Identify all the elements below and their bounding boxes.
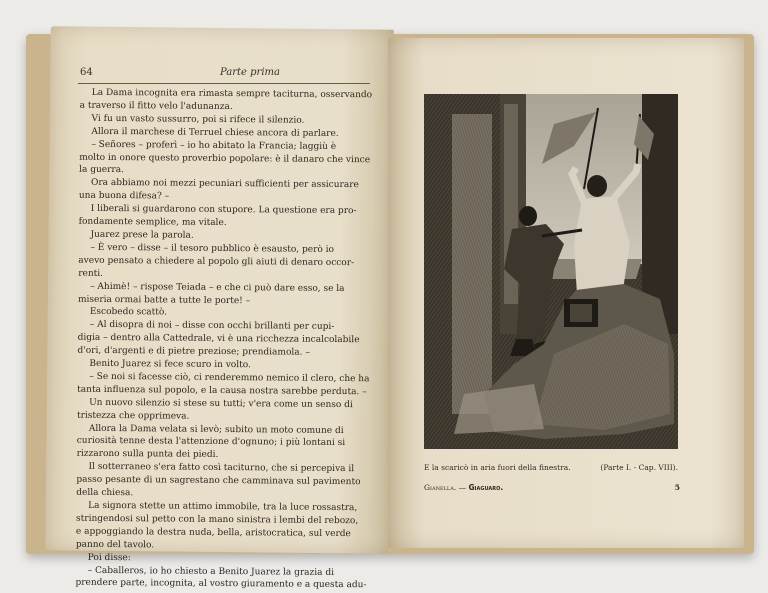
text-line: renti. (78, 268, 104, 279)
text-line: Benito Juarez si fece scuro in volto. (89, 358, 251, 371)
caption-reference: (Parte I. - Cap. VIII). (600, 463, 678, 472)
text-line: panno del tavolo. (75, 539, 155, 551)
footer-credit (424, 483, 503, 492)
footer-dash: — (456, 483, 469, 492)
text-line: rizzarono sulla punta dei piedi. (76, 449, 219, 461)
text-line: Allora il marchese di Terruel chiese ancora di parlare. (91, 126, 339, 139)
text-line: La signora stette un attimo immobile, tra la luce rossastra, (88, 500, 358, 514)
engraving-illustration (424, 94, 678, 449)
footer-author: Gianella. (424, 483, 457, 492)
text-line: una buona difesa? – (78, 190, 170, 202)
text-line: stringendosi sul petto con la mano sinistra i lembi del rebozo, (76, 513, 359, 527)
text-line: e appoggiando la destra nuda, bella, aristocratica, sul verde (75, 526, 351, 539)
text-line: La Dama incognita era rimasta sempre taciturna, osservando (91, 87, 373, 101)
text-line: Un nuovo silenzio si stese su tutti; v'era come un senso di (89, 397, 353, 410)
text-line: passo pesante di un sagrestano che camminava sul pavimento (76, 474, 361, 488)
text-line: Vi fu un vasto sussurro, poi si rifece il silenzio. (91, 113, 305, 126)
text-line: fondamente semplice, ma vitale. (78, 216, 227, 229)
text-line: prendere parte, incognita, al vostro giuramento e a questa adu- (75, 578, 367, 591)
caption-text: E la scaricò in aria fuori della finestra. (424, 463, 571, 472)
text-line: – Se noi si facesse ciò, ci renderemmo nemico il clero, che ha (89, 371, 370, 385)
text-line: d'ori, d'argenti e di pietre preziose; prendiamola. – (77, 345, 310, 358)
text-line: Escobedo scattò. (89, 307, 168, 318)
engraving-drawing (424, 94, 678, 449)
text-line: I liberali si guardarono con stupore. La questione era pro- (90, 203, 357, 217)
text-line: Il sotterraneo s'era fatto così taciturno, che si percepiva il (88, 462, 355, 475)
body-text (75, 87, 373, 591)
text-line: – Caballeros, io ho chiesto a Benito Juarez la grazia di (87, 565, 335, 578)
text-line: Juarez prese la parola. (90, 229, 194, 241)
text-line: curiosità tenne desta l'attenzione d'ognuno; i più lontani si (76, 436, 346, 449)
text-line: Allora la Dama velata si levò; subito un moto comune di (88, 423, 344, 436)
text-line: – Ahimè! – rispose Teiada – e che ci può dare esso, se la (90, 281, 345, 294)
text-line: – È vero – disse – il tesoro pubblico è esausto, però io (90, 242, 335, 255)
header-rule (78, 83, 370, 84)
text-line: digia – dentro alla Cattedrale, vi è una ricchezza incalcolabile (77, 332, 360, 346)
signature-number: 5 (674, 483, 680, 492)
page-number: 64 (80, 67, 93, 78)
text-line: tanta influenza sul popolo, e la causa nostra sarebbe perduta. – (77, 384, 367, 398)
text-line: della chiesa. (76, 487, 134, 499)
text-line: – Señores – proferì – io ho abitato la Francia; laggiù è (91, 139, 337, 152)
text-line: Ora abbiamo noi mezzi pecuniari sufficienti per assicurare (90, 178, 359, 191)
running-title: Parte prima (220, 67, 280, 78)
text-line: molto in onore questo proverbio popolare: è il danaro che vince (79, 152, 371, 165)
footer-title: Giaguaro. (468, 483, 504, 492)
text-line: tristezza che opprimeva. (76, 410, 190, 422)
text-line: miseria ormai batte a tutte le porte! – (77, 294, 251, 306)
text-line: Poi disse: (87, 552, 131, 563)
text-line: la guerra. (79, 165, 124, 176)
text-line: – Al disopra di noi – disse con occhi brillanti per cupi- (89, 320, 335, 333)
text-line: avevo pensato a chiedere al popolo gli aiuti di denaro occor- (78, 255, 355, 268)
text-line: a traverso il fitto velo l'adunanza. (79, 100, 233, 112)
